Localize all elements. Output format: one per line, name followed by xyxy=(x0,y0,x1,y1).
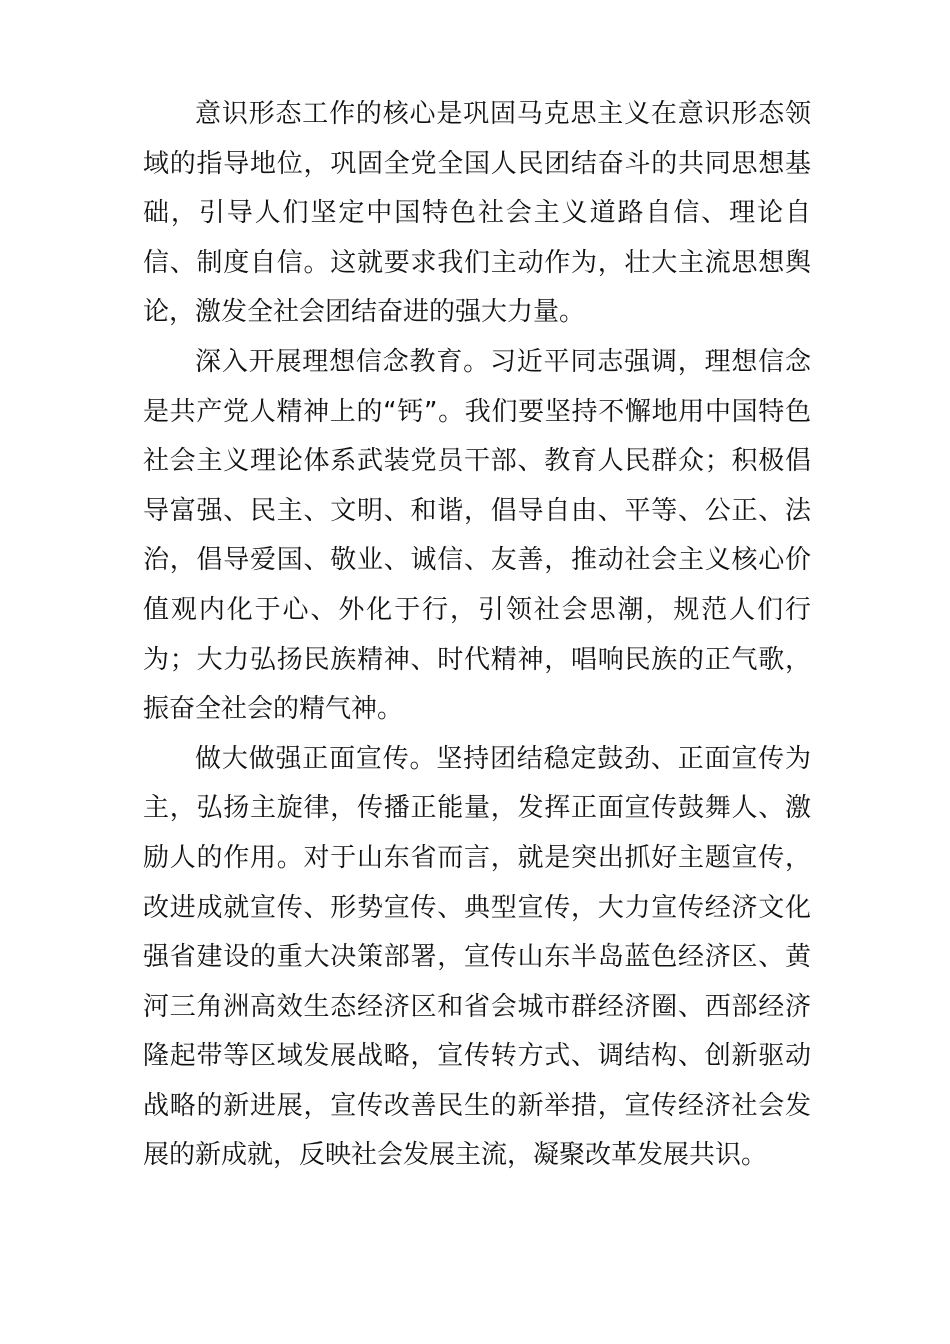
document-body xyxy=(143,90,811,1181)
paragraph-ideology-core: 意识形态工作的核心是巩固马克思主义在意识形态领域的指导地位，巩固全党全国人民团结奋斗的共同思想基础，引导人们坚定中国特色社会主义道路自信、理论自信、制度自信。这就要求我们主动作为，壮大主流思想舆论，激发全社会团结奋进的强大力量。 xyxy=(143,99,811,328)
paragraph-positive-publicity: 做大做强正面宣传。坚持团结稳定鼓劲、正面宣传为主，弘扬主旋律，传播正能量，发挥正面宣传鼓舞人、激励人的作用。对于山东省而言，就是突出抓好主题宣传，改进成就宣传、形势宣传、典型宣传，大力宣传经济文化强省建设的重大决策部署，宣传山东半岛蓝色经济区、黄河三角洲高效生态经济区和省会城市群经济圈、西部经济隆起带等区域发展战略，宣传转方式、调结构、创新驱动战略的新进展，宣传改善民生的新举措，宣传经济社会发展的新成就，反映社会发展主流，凝聚改革发展共识。 xyxy=(143,743,811,1171)
paragraph-ideals-education: 深入开展理想信念教育。习近平同志强调，理想信念是共产党人精神上的“钙”。我们要坚持不懈地用中国特色社会主义理论体系武装党员干部、教育人民群众；积极倡导富强、民主、文明、和谐，倡导自由、平等、公正、法治，倡导爱国、敬业、诚信、友善，推动社会主义核心价值观内化于心、外化于行，引领社会思潮，规范人们行为；大力弘扬民族精神、时代精神，唱响民族的正气歌，振奋全社会的精气神。 xyxy=(143,346,811,725)
